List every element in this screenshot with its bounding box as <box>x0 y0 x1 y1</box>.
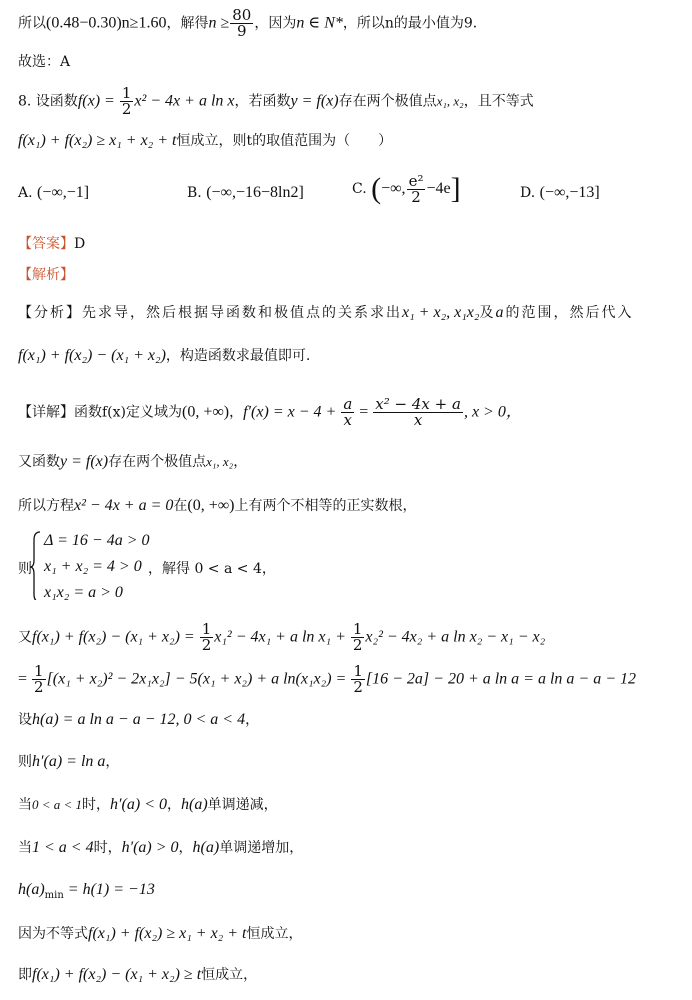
option-label: C. <box>352 181 367 197</box>
text: 的范围，然后代入 <box>505 305 634 321</box>
text: 恒成立， <box>201 967 258 983</box>
text: 8. 设函数 <box>18 93 78 110</box>
line-minimum <box>18 880 155 906</box>
numerator: x² − 4x + a <box>375 395 461 413</box>
text: 所以 <box>18 15 46 32</box>
analysis-tag: 【解析】 <box>18 267 74 283</box>
text: 时， <box>82 797 111 813</box>
math: x₂² − 4x₂ + a ln x₂ − x₁ − x₂ <box>365 628 546 646</box>
math: y = f(x) <box>60 453 109 470</box>
math: x₁, x₂ <box>206 454 234 469</box>
line-equation-2 <box>18 664 636 695</box>
line-func <box>18 452 247 472</box>
text: 存在两个极值点 <box>338 93 437 110</box>
question-8-line-2 <box>18 131 392 151</box>
math: 1 < a < 4 <box>32 839 94 856</box>
math: f(x₁) + f(x₂) − (x₁ + x₂) = <box>32 628 199 646</box>
math: x₁² − 4x₁ + a ln x₁ + <box>214 628 350 646</box>
option-a <box>18 184 89 202</box>
fraction <box>120 86 134 117</box>
text: ， <box>105 754 120 770</box>
answer-value: D <box>74 236 86 252</box>
text: 因为不等式 <box>18 926 88 942</box>
text: 在 <box>173 498 188 514</box>
line-increasing <box>18 838 303 858</box>
detail-tag: 【详解】 <box>18 404 74 421</box>
numerator: a <box>343 395 353 413</box>
math: (0.48−0.30)n≥1.60 <box>46 14 167 32</box>
text: 单调递增加， <box>219 840 304 856</box>
math: h(a) = a ln a − a − 12, 0 < a < 4 <box>32 711 246 728</box>
math: h′(a) = ln a <box>32 753 106 770</box>
question-8 <box>18 86 534 117</box>
fraction <box>351 664 365 695</box>
text: 恒成立， <box>246 926 303 942</box>
option-label: D. <box>520 185 536 201</box>
numerator: 1 <box>352 620 363 638</box>
math: f(x) = <box>77 92 119 110</box>
fraction <box>351 622 365 653</box>
math: x² − 4x + a = 0 <box>74 497 174 514</box>
denominator: x <box>343 411 353 429</box>
fenxi-2 <box>18 346 310 366</box>
text: ，解得 0 < a < 4， <box>148 561 276 577</box>
math: f(x₁) + f(x₂) ≥ x₁ + x₂ + t <box>18 132 177 149</box>
option-label: A. <box>18 185 33 201</box>
math: = <box>355 403 373 421</box>
option-d <box>520 184 600 202</box>
line-1 <box>18 8 487 39</box>
math: y = f(x) <box>290 92 339 110</box>
option-b <box>187 184 304 202</box>
math: f′(x) = x − 4 + <box>243 403 341 421</box>
math: n ∈ N* <box>296 14 343 32</box>
detail <box>18 397 522 428</box>
subscript: min <box>44 889 64 901</box>
math: h′(a) > 0 <box>121 839 179 856</box>
denominator: 9 <box>237 22 247 40</box>
math: f(x₁) + f(x₂) − (x₁ + x₂) ≥ t <box>32 966 202 983</box>
math: x₁ + x₂, x₁x₂ <box>402 304 480 321</box>
text: ，因为 <box>254 15 297 32</box>
math: h(a) <box>181 796 208 813</box>
text: 单调递减， <box>207 797 278 813</box>
bracket: ] <box>450 172 461 205</box>
option-value: (−∞,−16−8ln2] <box>206 184 304 201</box>
text: 当 <box>18 797 32 813</box>
text: ， <box>178 840 193 856</box>
math: , x > 0， <box>463 403 522 421</box>
denominator: x <box>413 411 423 429</box>
text: 当 <box>18 840 32 856</box>
text: 上有两个不相等的正实数根， <box>234 498 417 514</box>
math: x² − 4x + a ln x <box>134 92 235 110</box>
fenxi-tag: 【分析】 <box>18 305 82 321</box>
option-c <box>352 172 461 206</box>
text: 恒成立，则t的取值范围为（ ） <box>176 133 393 149</box>
text: 则 <box>18 561 32 577</box>
option-value: (−∞,−1] <box>37 184 90 201</box>
math: (0, +∞) <box>182 403 230 421</box>
text: 所以方程 <box>18 498 74 514</box>
text: 函数f(x)定义域为 <box>74 404 183 421</box>
fraction <box>230 8 253 39</box>
denominator: 2 <box>411 187 421 206</box>
numerator: 1 <box>353 662 363 680</box>
line-you <box>18 622 545 653</box>
numerator: 1 <box>201 620 212 638</box>
fraction <box>200 622 214 653</box>
text: ，解得 <box>166 15 209 32</box>
math: −4e <box>426 180 451 197</box>
line-equation <box>18 496 416 516</box>
text: 时， <box>93 840 122 856</box>
math: h(a) <box>18 881 45 898</box>
brace-icon <box>30 530 40 600</box>
text: ，所以n的最小值为9． <box>342 15 487 32</box>
denominator: 2 <box>121 100 132 118</box>
answer <box>18 234 85 254</box>
option-label: B. <box>187 185 202 201</box>
denominator: 2 <box>34 678 44 696</box>
denominator: 2 <box>201 636 212 654</box>
math: a <box>495 304 506 321</box>
text: 即 <box>18 967 32 983</box>
line-decreasing <box>18 795 278 815</box>
text: 设 <box>18 712 32 728</box>
text: 存在两个极值点 <box>108 454 207 470</box>
math: h′(a) < 0 <box>110 796 167 813</box>
math: [(x₁ + x₂)² − 2x₁x₂] − 5(x₁ + x₂) + a ln(x₁x₂) = <box>46 670 351 688</box>
line-h <box>18 710 259 730</box>
fraction <box>373 397 463 428</box>
line-2: 故选：A <box>18 54 71 70</box>
bracket: ( <box>371 172 382 205</box>
text: ，若函数 <box>234 93 291 110</box>
numerator: 80 <box>232 6 252 24</box>
text: ，构造函数求最值即可. <box>165 348 311 364</box>
denominator: 2 <box>353 678 363 696</box>
math: −∞, <box>381 180 406 197</box>
denominator: 2 <box>352 636 363 654</box>
math: f(x₁) + f(x₂) ≥ x₁ + x₂ + t <box>88 925 247 942</box>
text: 先求导，然后根据导函数和极值点的关系求出 <box>82 305 402 321</box>
text: 及 <box>479 305 496 321</box>
system-row: x₁x₂ = a > 0 <box>44 584 123 601</box>
fenxi <box>18 303 633 323</box>
text: ， <box>167 797 181 813</box>
math: 0 < a < 1 <box>32 797 83 812</box>
math: h(a) <box>192 839 220 856</box>
fraction <box>341 397 354 428</box>
system-row: x₁ + x₂ = 4 > 0 <box>44 558 142 575</box>
option-value: (−∞,−13] <box>539 184 600 201</box>
math: n ≥ <box>208 14 230 32</box>
math: = <box>18 670 32 688</box>
text: ， <box>229 404 244 421</box>
math: x₁, x₂ <box>436 93 464 109</box>
numerator: e² <box>408 171 424 190</box>
math: f(x₁) + f(x₂) − (x₁ + x₂) <box>18 347 166 364</box>
fraction <box>32 664 46 695</box>
fraction <box>407 171 426 206</box>
text: ， <box>245 712 260 728</box>
numerator: 1 <box>121 84 132 102</box>
numerator: 1 <box>34 662 44 680</box>
text: ， <box>233 454 248 470</box>
system-row: Δ = 16 − 4a > 0 <box>44 532 150 549</box>
math: [16 − 2a] − 20 + a ln a = a ln a − a − 12 <box>365 670 637 688</box>
text: ，且不等式 <box>463 93 534 110</box>
line-because <box>18 924 302 944</box>
answer-tag: 【答案】 <box>18 236 74 252</box>
text: 则 <box>18 754 32 770</box>
line-h-derivative <box>18 752 119 772</box>
math: (0, +∞) <box>187 497 235 514</box>
math: = h(1) = −13 <box>63 881 155 898</box>
text: 又 <box>18 629 32 646</box>
text: 又函数 <box>18 454 60 470</box>
line-ji <box>18 965 257 985</box>
